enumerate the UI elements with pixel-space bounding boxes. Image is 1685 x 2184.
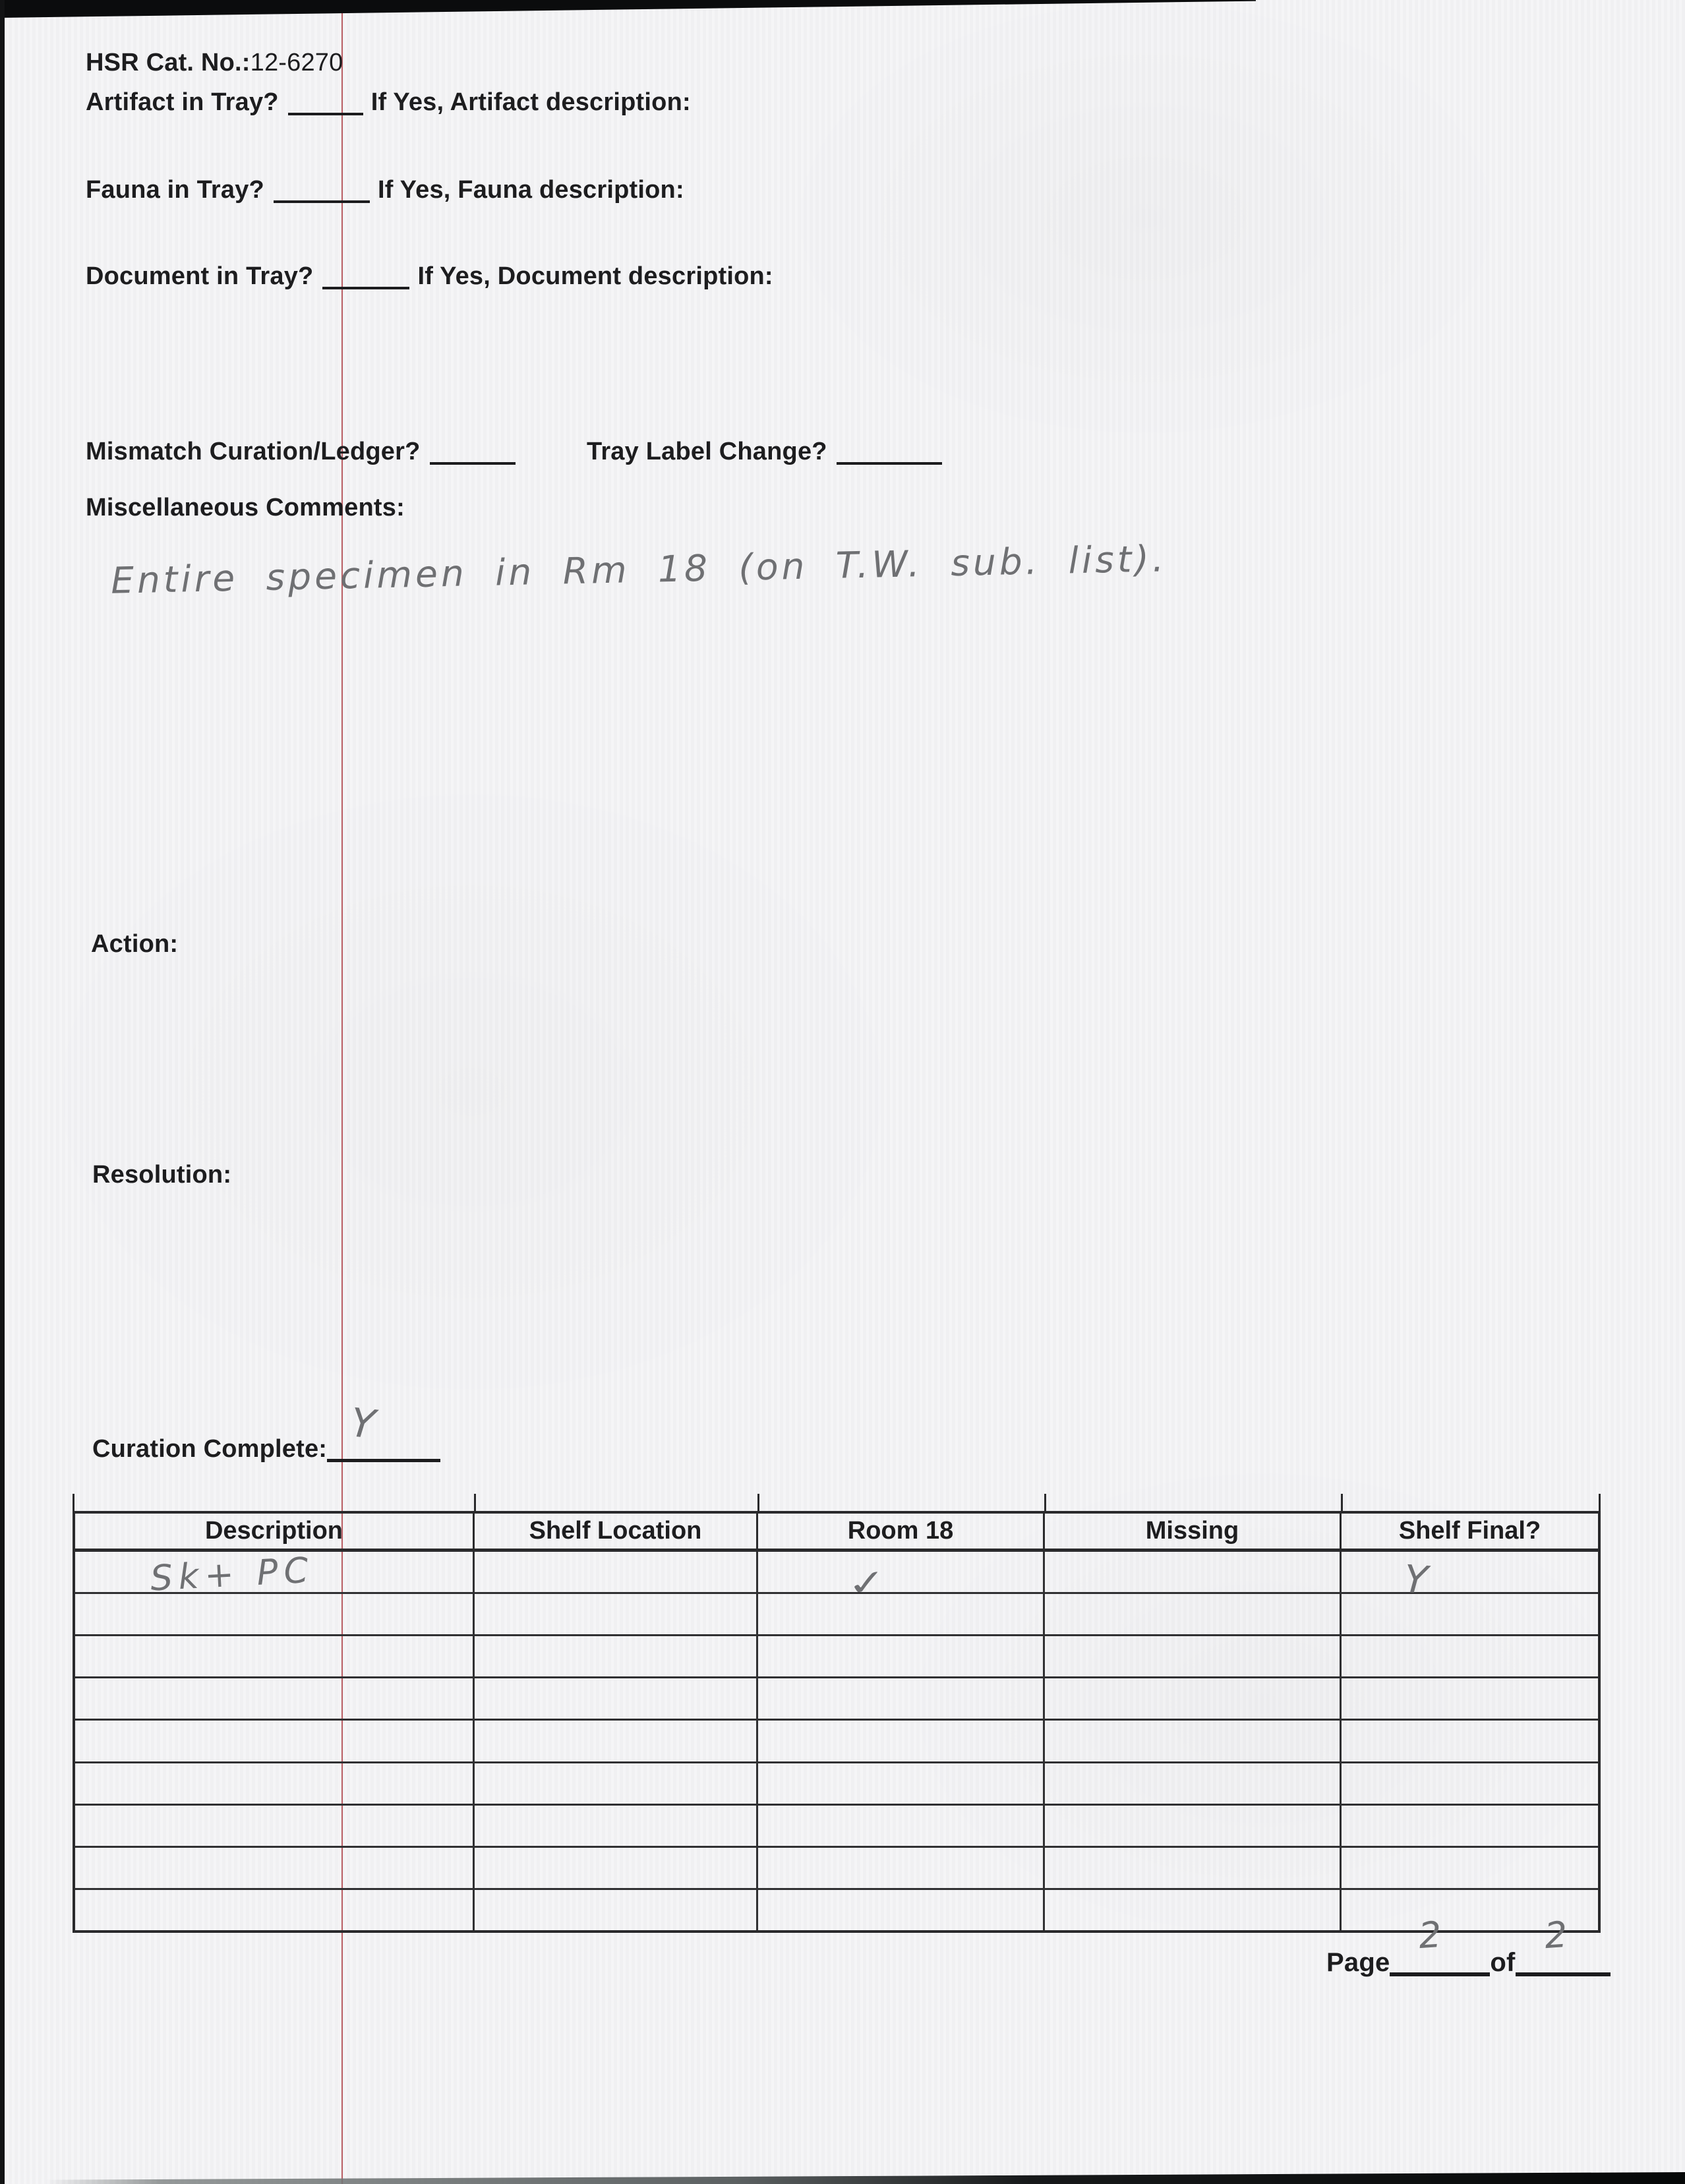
table-cell-room-18 [758,1678,1045,1719]
scan-edge-left [0,0,5,2184]
field-row-artifact [86,86,691,117]
scan-edge-bottom [46,2172,1685,2184]
table-cell-shelf-location [475,1848,758,1888]
table-cell-shelf-final [1342,1552,1598,1592]
field-row-document [86,260,773,291]
misc-comments-handwritten-value: Entire specimen in Rm 18 (on T.W. sub. list). [110,537,1168,602]
table-cell-missing [1045,1552,1342,1592]
table-cell-shelf-location [475,1594,758,1634]
table-cell-description [75,1890,475,1930]
table-cell-description [75,1763,475,1804]
row1-room18-checkmark: ✓ [844,1561,890,1605]
table-cell-shelf-final [1342,1678,1598,1719]
table-cell-missing [1045,1848,1342,1888]
column-header-missing: Missing [1045,1514,1342,1549]
table-row [75,1763,1598,1806]
table-cell-description [75,1594,475,1634]
table-column-stub [1044,1494,1046,1512]
table-column-stub [1599,1494,1601,1512]
table-cell-room-18 [758,1890,1045,1930]
table-cell-room-18 [758,1552,1045,1592]
table-cell-room-18 [758,1636,1045,1676]
table-body [75,1552,1598,1930]
misc-comments-label: Miscellaneous Comments: [86,494,405,521]
page-total-blank [1516,1913,1611,1976]
table-cell-missing [1045,1636,1342,1676]
table-row [75,1806,1598,1848]
table-cell-shelf-location [475,1678,758,1719]
table-cell-shelf-location [475,1721,758,1761]
document-description-label: If Yes, Document description: [417,262,773,290]
table-cell-room-18 [758,1848,1045,1888]
row1-shelf-final-handwritten: Y [1402,1556,1429,1603]
table-cell-missing [1045,1763,1342,1804]
table-cell-shelf-final [1342,1721,1598,1761]
table-cell-room-18 [758,1594,1045,1634]
fauna-answer-blank [274,174,370,203]
fauna-in-tray-label: Fauna in Tray? [86,176,264,204]
row1-description-handwritten: Sk+ PC [149,1550,315,1599]
table-cell-shelf-location [475,1890,758,1930]
page-footer [1326,1913,1611,1978]
table-cell-shelf-final [1342,1763,1598,1804]
table-cell-missing [1045,1721,1342,1761]
table-cell-missing [1045,1890,1342,1930]
table-cell-missing [1045,1806,1342,1846]
table-cell-description [75,1848,475,1888]
curation-complete-handwritten-value: Y [348,1400,378,1448]
table-cell-shelf-final [1342,1848,1598,1888]
fauna-description-label: If Yes, Fauna description: [377,176,684,204]
table-cell-missing [1045,1594,1342,1634]
table-row [75,1890,1598,1930]
column-header-description: Description [75,1514,475,1549]
table-cell-shelf-location [475,1806,758,1846]
table-cell-room-18 [758,1721,1045,1761]
field-row-curation-complete [92,1400,440,1463]
table-cell-shelf-location [475,1552,758,1592]
table-cell-description [75,1678,475,1719]
of-label: of [1490,1948,1516,1977]
table-column-stub [474,1494,476,1512]
page-total-handwritten: 2 [1543,1913,1569,1957]
artifact-in-tray-label: Artifact in Tray? [86,88,279,116]
page-label: Page [1326,1948,1390,1977]
table-cell-shelf-final [1342,1594,1598,1634]
page-number-handwritten: 2 [1417,1913,1444,1957]
table-cell-shelf-final [1342,1636,1598,1676]
scan-edge-top [0,0,1256,18]
table-header-row [75,1514,1598,1552]
table-row [75,1848,1598,1890]
table-cell-room-18 [758,1806,1045,1846]
field-row-mismatch [86,436,516,466]
table-cell-shelf-location [475,1763,758,1804]
field-row-tray-change [587,436,942,466]
table-cell-shelf-final [1342,1806,1598,1846]
table-row [75,1594,1598,1636]
document-answer-blank [322,260,409,289]
table-row [75,1721,1598,1763]
tray-change-answer-blank [837,436,942,465]
catalog-number-label: HSR Cat. No.: [86,49,251,76]
table-row [75,1636,1598,1678]
table-row [75,1678,1598,1721]
resolution-label: Resolution: [92,1161,232,1189]
table-cell-description [75,1721,475,1761]
page-number-blank [1390,1913,1490,1976]
field-row-fauna [86,174,684,204]
action-label: Action: [91,930,179,958]
catalog-number-value: 12-6270 [250,49,343,76]
document-in-tray-label: Document in Tray? [86,262,314,290]
table-cell-room-18 [758,1763,1045,1804]
mismatch-answer-blank [430,436,516,465]
curation-complete-blank [327,1400,440,1462]
table-cell-missing [1045,1678,1342,1719]
column-header-shelf-final: Shelf Final? [1398,1517,1541,1545]
curation-complete-label: Curation Complete: [92,1435,328,1463]
artifact-description-label: If Yes, Artifact description: [370,88,691,116]
column-header-room-18: Room 18 [758,1514,1045,1549]
catalog-number-line [86,49,343,77]
tray-change-label: Tray Label Change? [587,438,827,465]
table-column-stub [1341,1494,1343,1512]
table-column-stub [73,1494,74,1512]
table-cell-description [75,1636,475,1676]
table-cell-shelf-location [475,1636,758,1676]
table-column-stub [757,1494,759,1512]
mismatch-label: Mismatch Curation/Ledger? [86,438,421,465]
column-header-shelf-location: Shelf Location [475,1514,758,1549]
artifact-answer-blank [288,86,363,115]
table-cell-description [75,1806,475,1846]
